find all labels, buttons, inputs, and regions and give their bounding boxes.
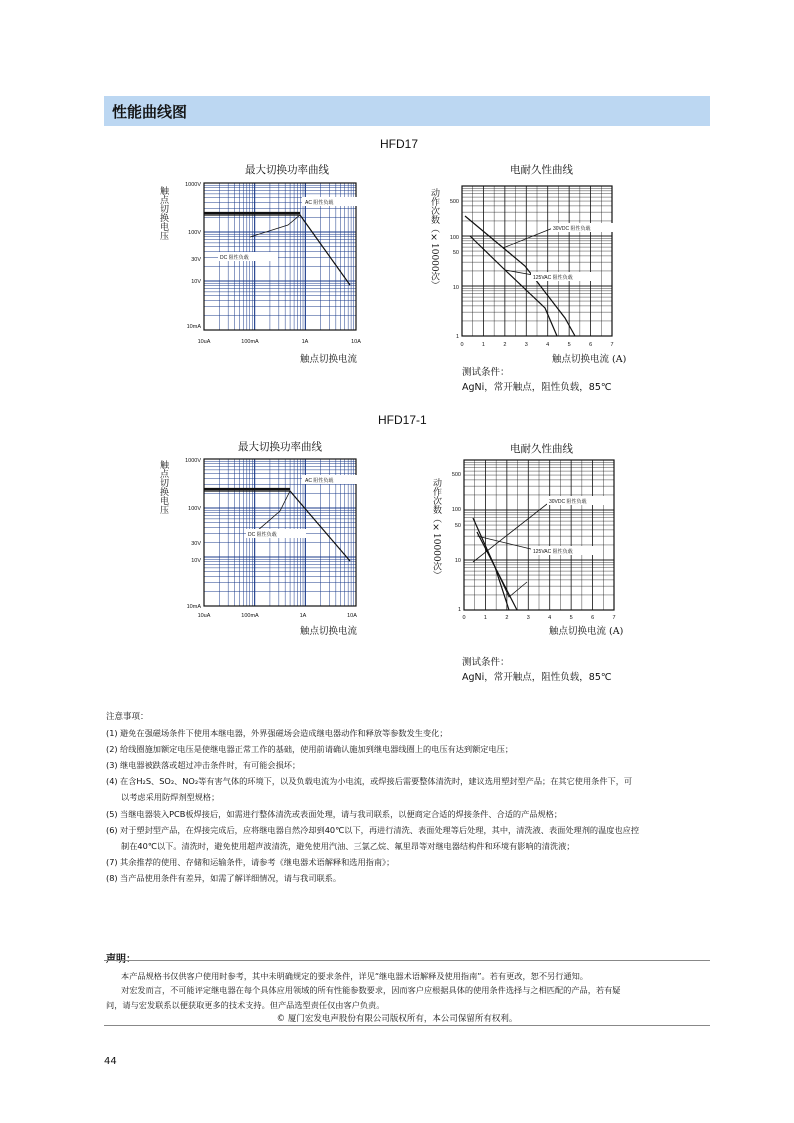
x-tick: 0 — [462, 615, 466, 620]
life-chart — [447, 452, 627, 620]
life-chart-title: 电耐久性曲线 — [510, 164, 573, 176]
x-tick: 6 — [589, 342, 593, 348]
section-title: 性能曲线图 — [112, 103, 188, 121]
x-tick: 3 — [524, 342, 528, 348]
x-tick: 100mA — [241, 339, 259, 345]
life-chart-ylabel: 动作次数（×10000次） — [431, 478, 441, 580]
y-tick: 10V — [191, 279, 201, 285]
note-number: (4) — [106, 776, 118, 787]
y-tick: 10mA — [186, 604, 201, 610]
x-tick: 1 — [483, 615, 487, 620]
power-chart — [170, 451, 370, 621]
dc-life-label: 30VDC 阻性负载 — [549, 499, 587, 505]
test-conditions-text: AgNi，常开触点，阻性负载，85℃ — [462, 382, 612, 393]
note-item — [106, 854, 718, 870]
dc-life-label: 30VDC 阻性负载 — [553, 226, 591, 232]
dc-load-label: DC 阻性负载 — [248, 532, 277, 538]
note-continuation: 制在40℃以下。清洗时，避免使用超声波清洗，避免使用汽油、三氯乙烷、氟里昂等对继电器结构件和环境有影响的清洗液； — [121, 840, 575, 851]
power-chart-ylabel: 触点切换电压 — [158, 460, 168, 514]
statement-line: 问，请与宏发联系以便获取更多的技术支持。但产品选型责任仅由客户负责。 — [106, 999, 385, 1010]
ac-load-curve — [204, 215, 350, 285]
note-number: (3) — [106, 760, 118, 771]
y-tick: 10 — [452, 285, 459, 291]
test-conditions-title: 测试条件： — [462, 367, 510, 378]
x-tick: 4 — [548, 615, 552, 620]
note-number: (8) — [106, 872, 118, 883]
test-conditions — [462, 655, 612, 685]
x-tick: 1A — [299, 613, 307, 619]
note-number: (6) — [106, 824, 118, 835]
test-conditions-text: AgNi，常开触点，阻性负载，85℃ — [462, 672, 612, 683]
statement-line: 对宏发而言，不可能评定继电器在每个具体应用领域的所有性能参数要求，因而客户应根据具体的使用条件选择与之相匹配的产品，若有疑 — [121, 985, 621, 996]
note-item — [106, 870, 718, 886]
notes-title: 注意事项： — [106, 712, 149, 722]
life-chart-grid — [462, 186, 612, 336]
note-number: (2) — [106, 744, 118, 755]
power-chart — [170, 175, 370, 350]
y-tick: 10mA — [186, 324, 201, 330]
ac-load-curve — [204, 491, 350, 561]
x-tick: 2 — [505, 615, 509, 620]
life-chart-title: 电耐久性曲线 — [510, 443, 573, 455]
power-chart-title: 最大切换功率曲线 — [238, 441, 322, 453]
section-header-bar — [104, 96, 710, 126]
y-tick: 50 — [454, 523, 461, 529]
life-chart-xlabel: 触点切换电流 (A) — [549, 626, 624, 637]
page-number: 44 — [104, 1056, 117, 1067]
divider — [104, 960, 710, 961]
note-text: 在含H₂S、SO₂、NO₂等有害气体的环境下，以及负载电流为小电流，或焊接后需要整体清洗时，建议选用塑封型产品；在其它使用条件下，可 — [120, 776, 633, 787]
x-tick: 10A — [347, 613, 357, 619]
ac-life-label: 125VAC 阻性负载 — [533, 275, 573, 281]
ac-load-label: AC 阻性负载 — [305, 200, 334, 206]
x-tick: 10A — [351, 339, 361, 345]
y-tick: 1000V — [185, 182, 201, 188]
note-item — [106, 806, 718, 822]
power-chart-xlabel: 触点切换电流 — [300, 354, 358, 365]
model-title: HFD17 — [380, 137, 419, 151]
note-number: (7) — [106, 856, 118, 867]
y-tick: 500 — [449, 199, 459, 205]
ac-load-label: AC 阻性负载 — [305, 478, 334, 484]
note-text: 当产品使用条件有差异，如需了解详细情况，请与我司联系。 — [120, 872, 342, 883]
x-tick: 4 — [546, 342, 550, 348]
dc-pointer-line — [503, 228, 553, 248]
y-tick: 30V — [191, 541, 201, 547]
note-text: 对于塑封型产品，在焊接完成后，应将继电器自然冷却到40℃以下，再进行清洗、表面处理等后处理，其中，清洗液、表面处理剂的温度也应控 — [120, 824, 640, 835]
note-item — [106, 741, 718, 757]
x-tick: 5 — [567, 342, 571, 348]
y-tick: 100 — [451, 507, 461, 513]
life-chart-grid — [464, 460, 614, 610]
statement-section — [106, 953, 716, 1012]
dc-load-label: DC 阻性负载 — [220, 255, 249, 261]
y-tick: 1000V — [185, 458, 201, 464]
copyright: © 厦门宏发电声股份有限公司版权所有，本公司保留所有权利。 — [276, 1014, 518, 1024]
life-chart-xlabel: 触点切换电流 (A) — [552, 354, 627, 365]
y-tick: 100V — [188, 230, 201, 236]
x-tick: 7 — [612, 615, 616, 620]
note-text: 避免在强磁场条件下使用本继电器，外界强磁场会造成继电器动作和释放等参数发生变化； — [120, 728, 448, 739]
notes-section — [106, 709, 718, 886]
y-tick: 1 — [457, 607, 461, 613]
note-text: 继电器被跌落或超过冲击条件时，有可能会损坏； — [120, 760, 301, 771]
statement-line: 本产品规格书仅供客户使用时参考，其中未明确规定的要求条件，详见“继电器术语解释及使用指南”。若有更改，恕不另行通知。 — [121, 971, 588, 982]
y-tick: 10 — [454, 558, 461, 564]
note-number: (1) — [106, 728, 118, 739]
x-tick: 10uA — [197, 613, 211, 619]
x-tick: 1 — [481, 342, 485, 348]
note-text: 当继电器装入PCB板焊接后，如需进行整体清洗或表面处理，请与我司联系，以便商定合适的焊接条件、合适的产品规格； — [120, 808, 563, 819]
ac-life-label: 125VAC 阻性负载 — [533, 549, 573, 555]
y-tick: 1 — [455, 334, 459, 340]
note-item — [106, 822, 718, 838]
x-tick: 1A — [301, 339, 309, 345]
life-chart — [445, 178, 625, 348]
y-tick: 500 — [451, 472, 461, 478]
note-item — [106, 725, 718, 741]
y-tick: 100V — [188, 506, 201, 512]
test-conditions-title: 测试条件： — [462, 657, 510, 668]
x-tick: 2 — [503, 342, 507, 348]
test-conditions — [462, 365, 612, 395]
note-item — [106, 773, 718, 789]
note-item — [106, 757, 718, 773]
dc-pointer-line — [250, 215, 300, 237]
x-tick: 0 — [460, 342, 464, 348]
power-chart-title: 最大切换功率曲线 — [245, 164, 329, 176]
x-tick: 6 — [591, 615, 595, 620]
x-tick: 5 — [569, 615, 573, 620]
life-chart-ylabel: 动作次数（×10000次） — [429, 188, 439, 290]
y-tick: 100 — [449, 235, 459, 241]
model-title: HFD17-1 — [378, 413, 427, 427]
y-tick: 10V — [191, 558, 201, 564]
y-tick: 50 — [452, 250, 459, 256]
divider — [104, 1025, 710, 1026]
power-chart-xlabel: 触点切换电流 — [300, 626, 358, 637]
x-tick: 3 — [526, 615, 530, 620]
note-number: (5) — [106, 808, 118, 819]
x-tick: 7 — [610, 342, 614, 348]
note-text: 其余推荐的使用、存储和运输条件，请参考《继电器术语解释和选用指南》； — [120, 856, 395, 867]
power-chart-ylabel: 触点切换电压 — [158, 186, 168, 240]
x-tick: 10uA — [197, 339, 211, 345]
note-continuation: 以考虑采用防焊剂型规格； — [121, 792, 220, 803]
note-text: 给线圈施加额定电压是使继电器正常工作的基础，使用前请确认施加到继电器线圈上的电压有达到额定电压； — [120, 744, 514, 755]
x-tick: 100mA — [241, 613, 259, 619]
y-tick: 30V — [191, 257, 201, 263]
